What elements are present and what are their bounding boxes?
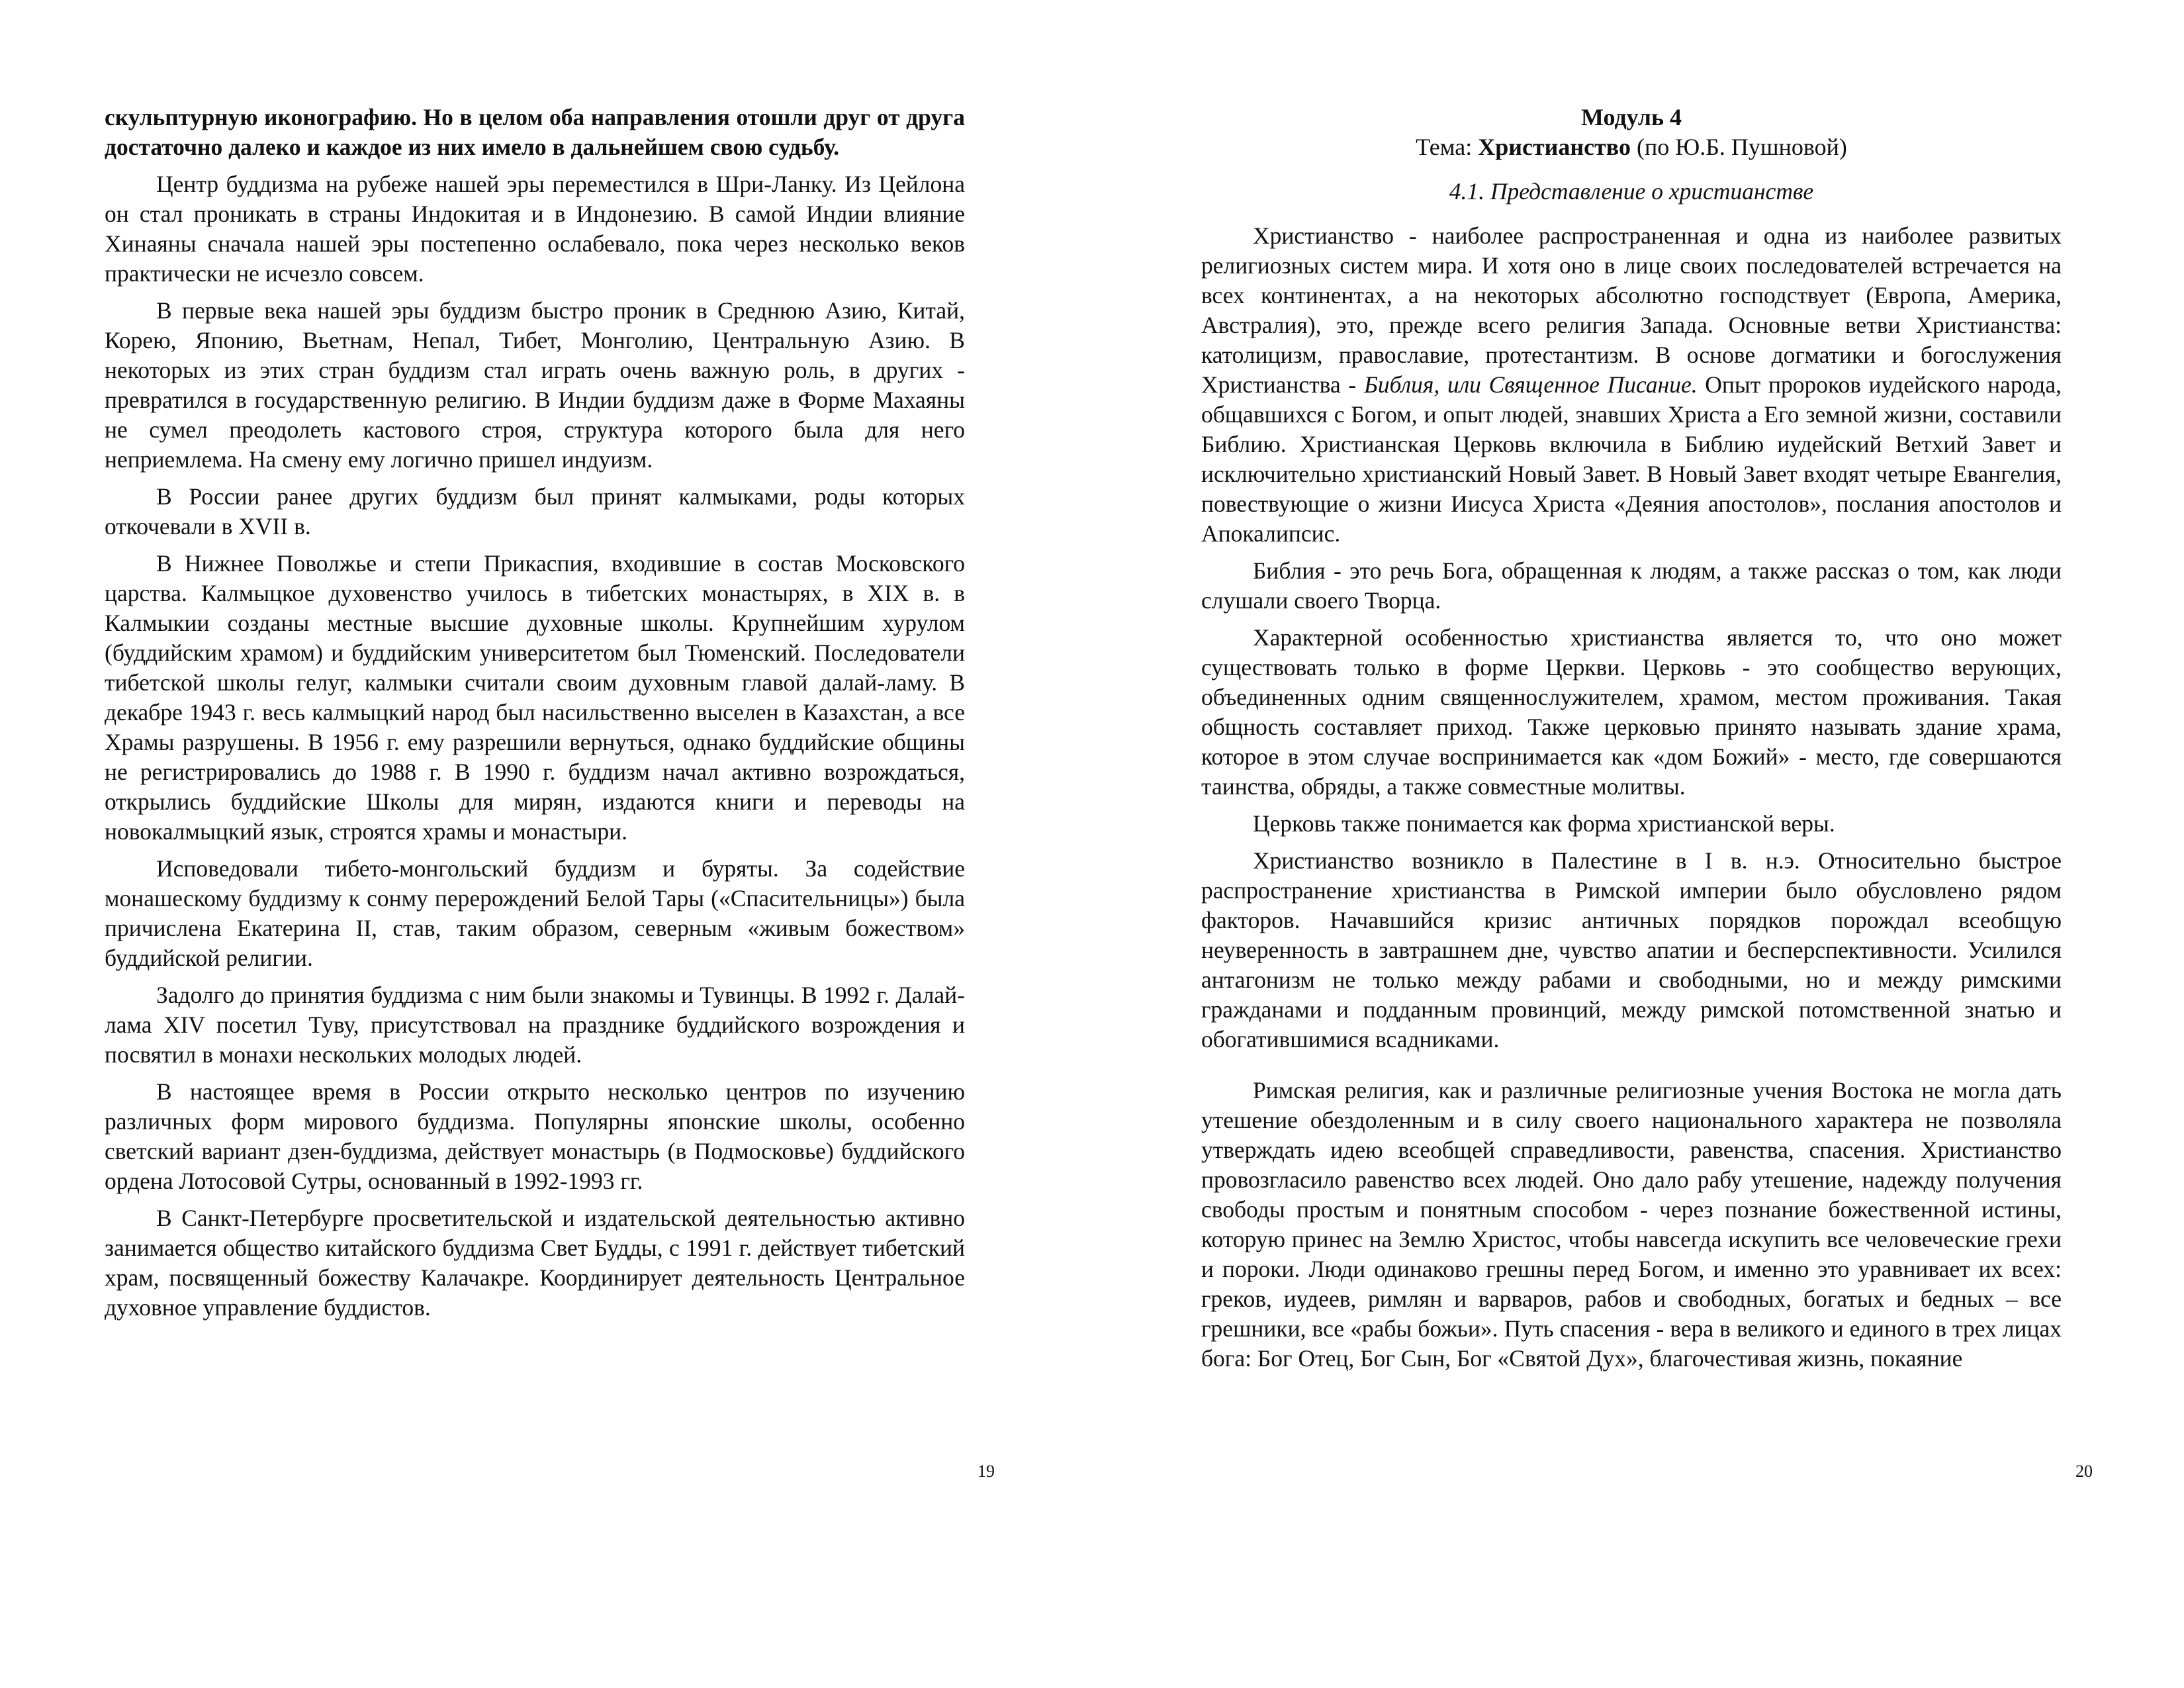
paragraph [1201, 221, 2062, 549]
paragraph: Церковь также понимается как форма христианской веры. [1253, 810, 1835, 837]
paragraph: Христианство возникло в Палестине в I в. н.э. Относительно быстрое распространение христианства в Римской империи было обусловлено рядом факторов. Начавшийся кризис античных порядков порождал всеобщую неуверенность в завтрашнем дне, чувство апатии и бесперспективности. Усилился антагонизм не только между рабами и свободными, но и между римскими гражданами и подданным провинций, между римской потомственной знатью и обогатившимися всадниками. [1201, 847, 2062, 1053]
paragraph-text: Опыт пророков иудейского народа, общавшихся с Богом, и опыт людей, знавших Христа а Его земной жизни, составили Библию. Христианская Церковь включила в Библию иудейский Ветхий Завет и исключительно христианский Новый Завет. В Новый Завет входят четыре Евангелия, повествующие о жизни Иисуса Христа «Деяния апостолов», послания апостолов и Апокалипсис. [1201, 371, 2062, 547]
paragraph: Библия - это речь Бога, обращенная к людям, а также рассказ о том, как люди слушали своего Творца. [1201, 557, 2062, 614]
paragraph: В России ранее других буддизм был принят калмыками, роды которых откочевали в XVII в. [105, 483, 965, 539]
page-number: 20 [2075, 1462, 2093, 1481]
bible-emphasis: Библия, или Священное Писание. [1363, 371, 1698, 398]
topic-line [1201, 132, 2062, 162]
topic-author: (по Ю.Б. Пушновой) [1630, 134, 1847, 160]
paragraph: В Нижнее Поволжье и степи Прикаспия, входившие в состав Московского царства. Калмыцкое духовенство училось в тибетских монастырях, в XIX в. в Калмыкии созданы местные высшие духовные школы. Крупнейшим хурулом (буддийским храмом) и буддийским университетом был Тюменский. Последователи тибетской школы гелуг, калмыки считали своим духовным главой далай-ламу. В декабре 1943 г. весь калмыцкий народ был насильственно выселен в Казахстан, а все Храмы разрушены. В 1956 г. ему разрешили вернуться, однако буддийские общины не регистрировались до 1988 г. В 1990 г. буддизм начал активно возрождаться, открылись буддийские Школы для мирян, издаются книги и переводы на новокалмыцкий язык, строятся храмы и монастыри. [105, 550, 965, 845]
paragraph-text: Христианство - наиболее распространенная и одна из наиболее развитых религиозных систем мира. И хотя оно в лице своих последователей встречается на всех континентах, а на некоторых абсолютно господствует (Европа, Америка, Австралия), это, прежде всего религия Запада. Основные ветви Христианства: католицизм, православие, протестантизм. В основе догматики и богослужения Христианства - [1201, 222, 2062, 398]
topic-prefix: Тема: [1416, 134, 1479, 160]
section-title: 4.1. Представление о христианстве [1449, 178, 1814, 205]
paragraph: Исповедовали тибето-монгольский буддизм и буряты. За содействие монашескому буддизму к сонму перерождений Белой Тары («Спасительницы») была причислена Екатерина II, став, таким образом, северным «живым божеством» буддийской религии. [105, 855, 965, 971]
paragraph: В первые века нашей эры буддизм быстро проник в Среднюю Азию, Китай, Корею, Японию, Вьетнам, Непал, Тибет, Монголию, Центральную Азию. В некоторых из этих стран буддизм стал играть очень важную роль, в других - превратился в государственную религию. В Индии буддизм даже в Форме Махаяны не сумел преодолеть кастового строя, структура которого была для него неприемлема. На смену ему логично пришел индуизм. [105, 297, 965, 473]
module-title [1201, 103, 2062, 132]
left-text-column [105, 103, 965, 1323]
paragraph: В Санкт-Петербурге просветительской и издательской деятельностью активно занимается общество китайского буддизма Свет Будды, с 1991 г. действует тибетский храм, посвященный божеству Калачакре. Координирует деятельность Центральное духовное управление буддистов. [105, 1205, 965, 1321]
topic-name: Христианство [1478, 134, 1631, 160]
paragraph: Характерной особенностью христианства является то, что оно может существовать только в форме Церкви. Церковь - это сообщество верующих, объединенных одним священнослужителем, храмом, местом проживания. Такая общность составляет приход. Также церковью принято называть здание храма, которое в этом случае воспринимается как «дом Божий» - место, где совершаются таинства, обряды, а также совместные молитвы. [1201, 624, 2062, 800]
paragraph: Центр буддизма на рубеже нашей эры переместился в Шри-Ланку. Из Цейлона он стал проникать в страны Индокитая и в Индонезию. В самой Индии влияние Хинаяны сначала нашей эры постепенно ослабевало, пока через несколько веков практически не исчезло совсем. [105, 171, 965, 287]
right-text-column [1201, 103, 2062, 1374]
page-number: 19 [978, 1462, 995, 1481]
module-title-text: Модуль 4 [1580, 104, 1682, 130]
paragraph: Римская религия, как и различные религиозные учения Востока не могла дать утешение обездоленным и в силу своего национального характера не позволяла утверждать идею всеобщей справедливости, равенства, спасения. Христианство провозгласило равенство всех людей. Оно дало рабу утешение, надежду получения свободы простым и понятным способом - через познание божественной истины, которую принес на Землю Христос, чтобы навсегда искупить все человеческие грехи и пороки. Люди одинаково грешны перед Богом, и именно это уравнивает их всех: греков, иудеев, римлян и варваров, рабов и свободных, богатых и бедных – все грешники, все «рабы божьи». Путь спасения - вера в великого и единого в трех лицах бога: Бог Отец, Бог Сын, Бог «Святой Дух», благочестивая жизнь, покаяние [1201, 1077, 2062, 1372]
paragraph: В настоящее время в России открыто несколько центров по изучению различных форм мирового буддизма. Популярны японские школы, особенно светский вариант дзен-буддизма, действует монастырь (в Подмосковье) буддийского ордена Лотосовой Сутры, основанный в 1992-1993 гг. [105, 1078, 965, 1194]
right-page [1092, 0, 2184, 1688]
paragraph: Задолго до принятия буддизма с ним были знакомы и Тувинцы. В 1992 г. Далай-лама XIV посетил Туву, присутствовал на празднике буддийского возрождения и посвятил в монахи нескольких молодых людей. [105, 982, 965, 1068]
paragraph: скульптурную иконографию. Но в целом оба направления отошли друг от друга достаточно далеко и каждое из них имело в дальнейшем свою судьбу. [105, 104, 965, 160]
